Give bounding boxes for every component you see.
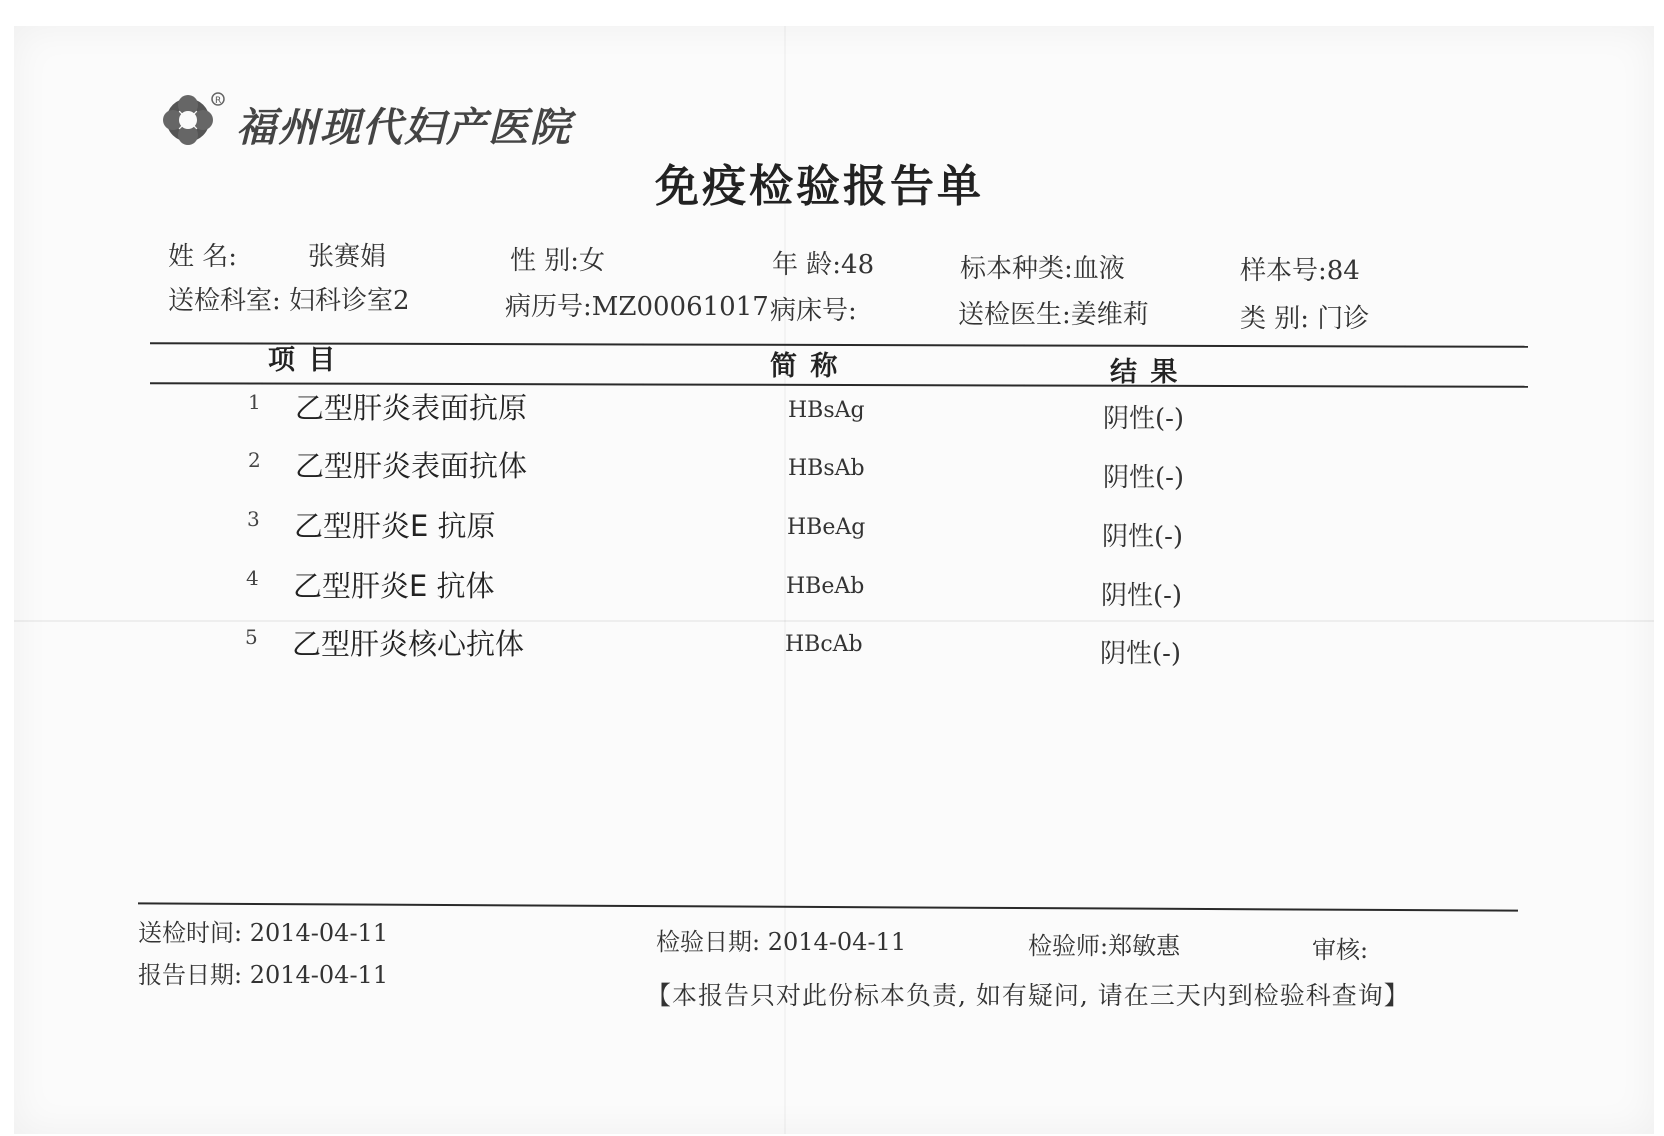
row-abbr: HBcAb bbox=[785, 632, 863, 657]
row-index: 3 bbox=[247, 507, 260, 531]
row-result: 阴性(-) bbox=[1103, 404, 1185, 434]
bed-number: 病床号: bbox=[770, 296, 857, 326]
row-index: 4 bbox=[246, 566, 259, 590]
row-abbr: HBeAg bbox=[787, 515, 866, 540]
row-item: 乙型肝炎E 抗原 bbox=[294, 509, 496, 543]
row-abbr: HBsAb bbox=[788, 456, 865, 481]
row-item: 乙型肝炎E 抗体 bbox=[293, 569, 495, 603]
report-title: 免疫检验报告单 bbox=[655, 161, 984, 212]
patient-age: 年 龄:48 bbox=[772, 250, 875, 280]
column-header-item: 项 目 bbox=[268, 345, 338, 376]
row-item: 乙型肝炎核心抗体 bbox=[292, 627, 525, 661]
doctor: 送检医生:姜维莉 bbox=[958, 300, 1149, 330]
row-result: 阴性(-) bbox=[1101, 581, 1183, 611]
report-date: 报告日期: 2014-04-11 bbox=[138, 961, 389, 989]
patient-gender: 性 别:女 bbox=[510, 246, 606, 276]
row-index: 2 bbox=[248, 448, 261, 472]
submit-time: 送检时间: 2014-04-11 bbox=[138, 919, 389, 947]
row-abbr: HBeAb bbox=[786, 574, 865, 599]
patient-name-label: 姓 名: bbox=[168, 242, 238, 272]
row-result: 阴性(-) bbox=[1100, 639, 1182, 669]
row-index: 5 bbox=[245, 625, 258, 649]
patient-category: 类 别: 门诊 bbox=[1240, 304, 1370, 334]
reviewer: 审核: bbox=[1312, 936, 1369, 964]
row-index: 1 bbox=[248, 390, 261, 414]
patient-name: 张赛娟 bbox=[308, 242, 387, 272]
specimen-type: 标本种类:血液 bbox=[960, 254, 1125, 284]
row-result: 阴性(-) bbox=[1102, 522, 1184, 552]
department: 送检科室: 妇科诊室2 bbox=[168, 286, 410, 316]
row-item: 乙型肝炎表面抗原 bbox=[295, 391, 528, 425]
svg-text:R: R bbox=[215, 96, 222, 106]
row-item: 乙型肝炎表面抗体 bbox=[295, 449, 528, 483]
column-header-result: 结 果 bbox=[1110, 357, 1180, 388]
record-number: 病历号:MZ00061017 bbox=[505, 292, 769, 322]
sample-number: 样本号:84 bbox=[1240, 256, 1360, 286]
disclaimer: 【本报告只对此份标本负责, 如有疑问, 请在三天内到检验科查询】 bbox=[646, 981, 1410, 1010]
hospital-name: 福州现代妇产医院 bbox=[236, 105, 572, 151]
technician: 检验师:郑敏惠 bbox=[1028, 932, 1181, 960]
column-header-abbr: 简 称 bbox=[770, 351, 840, 382]
row-abbr: HBsAg bbox=[788, 398, 865, 423]
row-result: 阴性(-) bbox=[1103, 463, 1185, 493]
test-date: 检验日期: 2014-04-11 bbox=[656, 928, 907, 956]
hospital-logo-icon bbox=[158, 90, 226, 146]
paper-fold-horizontal bbox=[14, 620, 1654, 622]
